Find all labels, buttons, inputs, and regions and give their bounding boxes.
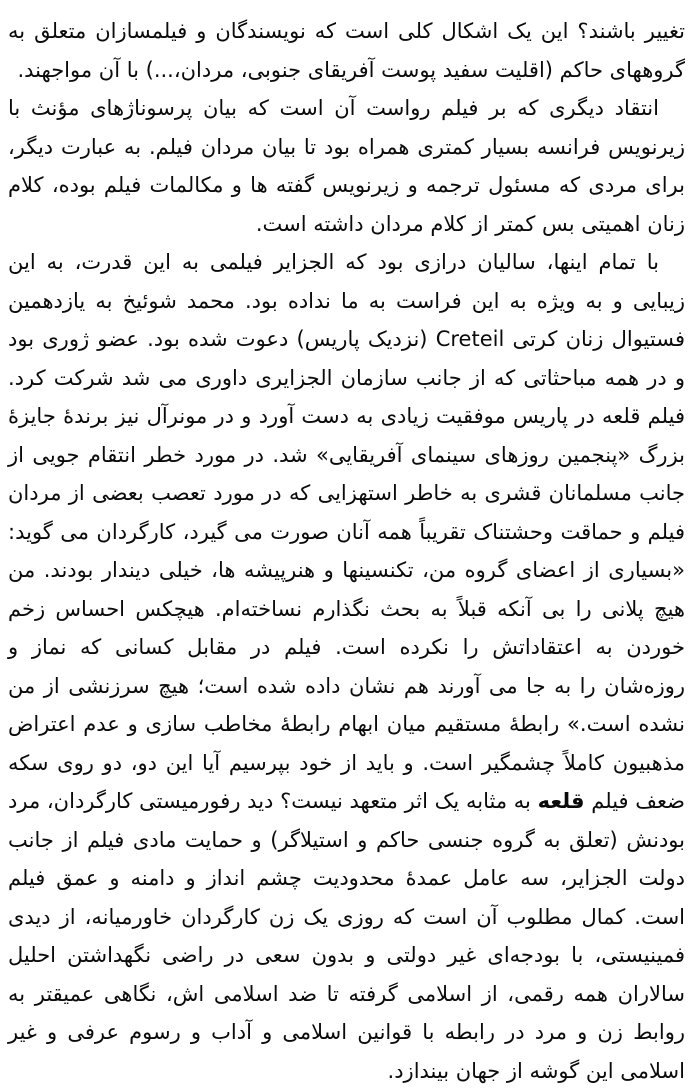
text-run: تغییر باشند؟ این یک اشکال کلی است که نویسندگان و فیلمسازان متعلق به گروههای حاکم (اقلیت سفید پوست آفریقای جنوبی، مردان،...) با آن مواجهند. <box>8 19 685 82</box>
film-title-bold: قلعه <box>537 789 585 813</box>
paragraph-subtitles-criticism <box>8 89 685 243</box>
text-run: انتقاد دیگری که بر فیلم رواست آن است که بیان پرسوناژهای مؤنث با زیرنویس فرانسه بسیار کمتری همراه بود تا بیان مردان فیلم. به عبارت دیگر، برای مردی که مسئول ترجمه و زیرنویس گفته ها و مکالمات فیلم بوده، کلام زنان اهمیتی بس کمتر از کلام مردان داشته است. <box>8 96 685 236</box>
text-run: با تمام اینها، سالیان درازی بود که الجزایر فیلمی به این قدرت، به این زیبایی و به ویژه به این فراست به ما نداده بود. محمد شوئیخ به یازدهمین فستیوال زنان کرتی Creteil (نزدیک پاریس) دعوت شده بود. عضو ژوری بود و در همه مباحثاتی که از جانب سازمان الجزایری داوری می شد شرکت کرد. فیلم قلعه در پاریس موفقیت زیادی به دست آورد و در مونرآل نیز برندهٔ جایزهٔ بزرگ «پنجمین روزهای سینمای آفریقایی» شد. در مورد خطر انتقام جویی از جانب مسلمانان قشری به خاطر استهزایی که در مورد تعصب بعضی از مردان فیلم و حماقت وحشتناک تقریباً همه آنان صورت می گیرد، کارگردان می گوید: «بسیاری از اعضای گروه من، تکنسینها و هنرپیشه ها، خیلی دیندار بودند. من هیچ پلانی را بی آنکه قبلاً به بحث نگذارم نساخته‌ام. هیچکس احساس زخم خوردن به اعتقاداتش را نکرده است. فیلم در مقابل کسانی که نماز و روزه‌شان را به جا می آورند هم نشان داده شده است؛ هیچ سرزنشی از من نشده است.» رابطهٔ مستقیم میان ابهام رابطهٔ مخاطب سازی و عدم اعتراض مذهبیون کاملاً چشمگیر است. و باید از خود بپرسیم آیا این دو، دو روی سکه ضعف فیلم <box>8 250 685 813</box>
paragraph-festival-and-analysis <box>8 243 685 1090</box>
paragraph-continuation <box>8 12 685 89</box>
text-run: به مثابه یک اثر متعهد نیست؟ دید رفورمیستی کارگردان، مرد بودنش (تعلق به گروه جنسی حاکم و استیلاگر) و حمایت مادی فیلم از جانب دولت الجزایر، سه عامل عمدهٔ محدودیت چشم انداز و دامنه و عمق فیلم است. کمال مطلوب آن است که روزی یک زن کارگردان خاورمیانه، از دیدی فمینیستی، با بودجه‌ای غیر دولتی و بدون سعی در راضی نگهداشتن احلیل سالاران همه رقمی، از اسلامی گرفته تا ضد اسلامی اش، نگاهی عمیقتر به روابط زن و مرد در رابطه با قوانین اسلامی و آداب و رسوم عرفی و غیر اسلامی این گوشه از جهان بیندازد. <box>8 789 685 1083</box>
